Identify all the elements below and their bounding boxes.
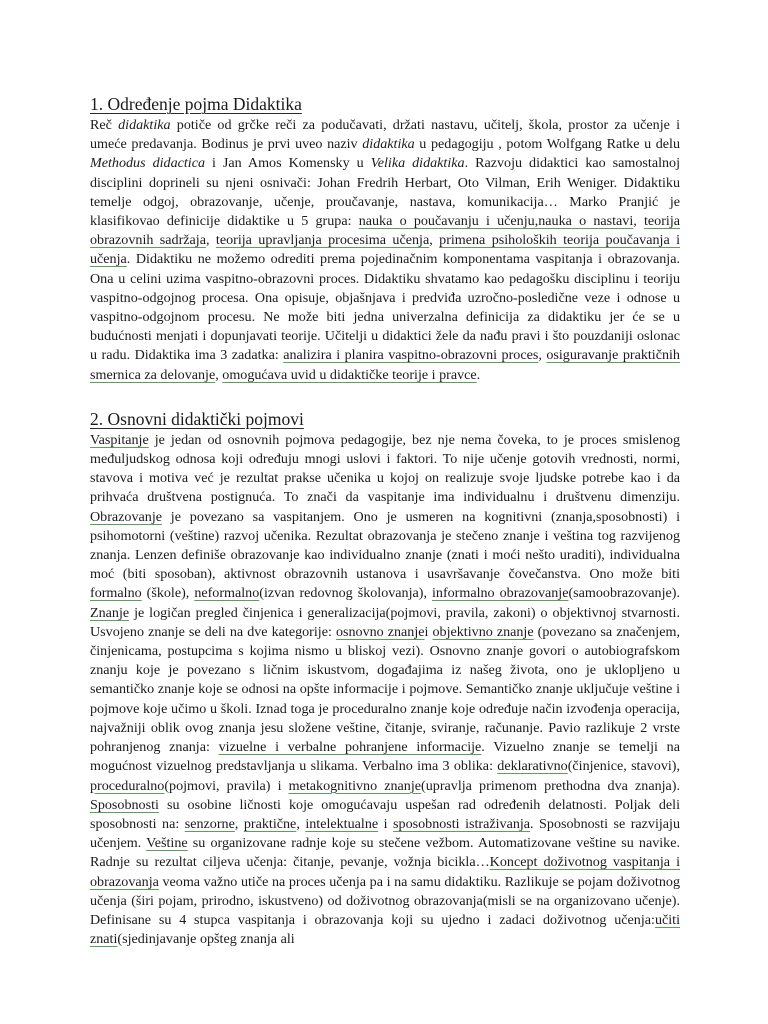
underlined-term: Sposobnosti [90,796,159,813]
text-run: potiče od grčke reči za podučavati, držati nastavu, učitelj, škola, prostor za učenje i umeće predavanja. Bodinus je prvi uveo naziv [90,117,681,153]
section-1-heading: 1. Određenje pojma Didaktika [90,94,302,114]
text-run: i Jan Amos Komensky u [205,155,371,172]
text-run: (pojmovi, pravila) i [164,777,289,794]
underlined-term: primena psiholoških teorija poučavanja i učenja [90,232,681,268]
text-run: (izvan redovnog školovanja), [259,585,432,602]
italic-term: Methodus didactica [90,155,206,172]
underlined-term: senzorne [184,815,235,832]
text-run: (škole), [141,585,195,602]
section-2-heading: 2. Osnovni didaktički pojmovi [90,408,304,429]
text-run: . Vizuelno znanje se temelji na mogućnost vizuelnog predstavljanja u slikama. Verbalno ima 3 oblika: [90,739,680,775]
underlined-term: objektivno znanje [432,623,534,640]
underlined-term: deklarativno [497,758,568,775]
text-run: . Razvoju didaktici kao samostalnoj disciplini doprineli su njeni osnivači: Johan Fredrih Herbart, Oto Vilman, Erih Weniger. Didaktiku temelje odgoj, obrazovanje, učenje, proučavanje, nastava, komunikacija… Marko Pranjić je klasifikovao definicije didaktike u 5 grupa: [90,155,681,230]
underlined-term: praktične [243,815,297,832]
text-run: . Sposobnosti se razvijaju učenjem. [90,815,680,852]
text-run: i [424,623,433,640]
text-run: su organizovane radnje koje su stečene vežbom. Automatizovane veštine su navike. Radnje su rezultat ciljeva učenja: čitanje, pevanje, vožnja bicikla… [90,835,680,871]
underlined-term: Koncept doživotnog vaspitanja i obrazovanja [90,854,680,890]
underlined-term: neformalno [194,585,260,602]
text-run: Reč [90,117,119,133]
underlined-term: teorija upravljanja procesima učenja [215,232,430,249]
section-2-paragraph [90,431,680,949]
underlined-term: Veštine [146,835,188,852]
underlined-term: teorija obrazovnih sadržaja [90,213,680,249]
text-run: , [296,815,306,832]
text-run: , [633,213,644,230]
section-1-paragraph [90,116,680,385]
text-run: u pedagogiju , potom Wolfgang Ratke u delu [414,136,681,153]
underlined-term: Znanje [90,604,130,621]
underlined-term: analizira i planira vaspitno-obrazovni proces [283,347,539,364]
text-run: , [205,232,216,249]
document-page [90,94,680,949]
underlined-term: osiguravanje praktičnih smernica za delovanje [90,347,680,383]
text-run: , [215,366,223,383]
text-run: , [234,815,244,832]
text-run: veoma važno utiče na proces učenja pa i na samu didaktiku. Razlikuje se pojam doživotnog učenja (širi pojam, prirodno, iskustveno) od doživotnog obrazovanja(misli se na organizovano učenje). Definisane su 4 stupca vaspitanja i obrazovanja koji su ujedno i zadaci doživotnog učenja: [90,873,680,928]
underlined-term: osnovno znanje [335,623,425,640]
underlined-term: vizuelne i verbalne pohranjene informacije [218,739,482,756]
text-run: (povezano sa značenjem, činjenicama, postupcima s kojima nismo u bliskoj vezi). Osnovno znanje govori o autobiografskom znanju koje je povezano s ličnim iskustvom, događajima iz našeg života, ono je uklopljeno u semantičko znanje koje se odnosi na opšte informacije i pojmove. Semantičko znanje uključuje veštine i pojmove koje učimo u školi. Iznad toga je proceduralno znanje koje određuje način izvođenja operacija, najvažniji oblik ovog znanja jesu složene veštine, čitanje, sviranje, računanje. Pavio razlikuje 2 vrste pohranjenog znanja: [90,623,680,756]
italic-term: Velika didaktika [370,155,465,172]
underlined-term: intelektualne [305,815,379,832]
underlined-term: sposobnosti istraživanja [393,815,531,832]
underlined-term: nauka o poučavanju i učenju,nauka o nastavi [358,213,634,230]
text-run: . [476,366,481,383]
text-run: je povezano sa vaspitanjem. Ono je usmeren na kognitivni (znanja,sposobnosti) i psihomotorni (veštine) razvoj učenika. Rezultat obrazovanja je stečeno znanje i veština tog razvijenog znanja. Lenzen definiše obrazovanje kao individualno znanje (znati i moći nešto uraditi), individualna moć (biti sposoban), aktivnost obrazovnih ustanova i usavršavanje čovečanstva. Ono može biti [90,508,680,583]
underlined-term: Obrazovanje [90,508,162,525]
underlined-term: informalno obrazovanje [431,585,569,602]
text-run: (sjedinjavanje opšteg znanja ali [117,931,295,948]
underlined-term: formalno [90,585,142,602]
text-run: i [378,815,394,832]
text-run: , [429,232,440,249]
text-run: (samoobrazovanje). [568,585,680,602]
underlined-term: proceduralno [90,777,165,794]
text-run: su osobine ličnosti koje omogućavaju uspešan rad određenih delatnosti. Poljak deli sposobnosti na: [90,796,680,832]
underlined-term: Vaspitanje [90,431,149,448]
text-run: (upravlja primenom prethodna dva znanja). [421,777,681,794]
text-run: . Didaktiku ne možemo odrediti prema pojedinačnim komponentama vaspitanja i obrazovanja. Ona u celini uzima vaspitno-obrazovni proces. Didaktiku shvatamo kao pedagošku disciplinu i teoriju vaspitno-odgojnog procesa. Ona opisuje, objašnjava i predviđa uzročno-posledične veze i odnose u vaspitno-odgojnom procesu. Ne može biti jedna univerzalna definicija za didaktiku jer će se u budućnosti menjati i dopunjavati teorije. Učitelji u didaktici žele da nađu pravi i što pouzdaniji oslonac u radu. Didaktika ima 3 zadatka: [90,251,680,364]
underlined-term: učiti znati [90,911,680,948]
italic-term: didaktika [362,136,415,153]
text-run: , [538,347,547,364]
underlined-term: metakognitivno znanje [288,777,422,794]
underlined-term: omogućava uvid u didaktičke teorije i pravce [222,366,477,383]
text-run: je jedan od osnovnih pojmova pedagogije, bez nje nema čoveka, to je proces smislenog međuljudskog odnosa koji određuju mnogi uslovi i faktori. To nije učenje gotovih vrednosti, normi, stavova i motiva već je rezultat prakse učenika u kojoj on realizuje svoje ljudske potrebe kao i da prihvaća društvena postignuća. To znači da vaspitanje ima individualnu i društvenu dimenziju. [90,431,680,506]
text-run: je logičan pregled činjenica i generalizacija(pojmovi, pravila, zakoni) o objektivnoj stvarnosti. Usvojeno znanje se deli na dve kategorije: [90,604,680,640]
italic-term: didaktika [118,117,171,133]
text-run: (činjenice, stavovi), [567,758,680,775]
